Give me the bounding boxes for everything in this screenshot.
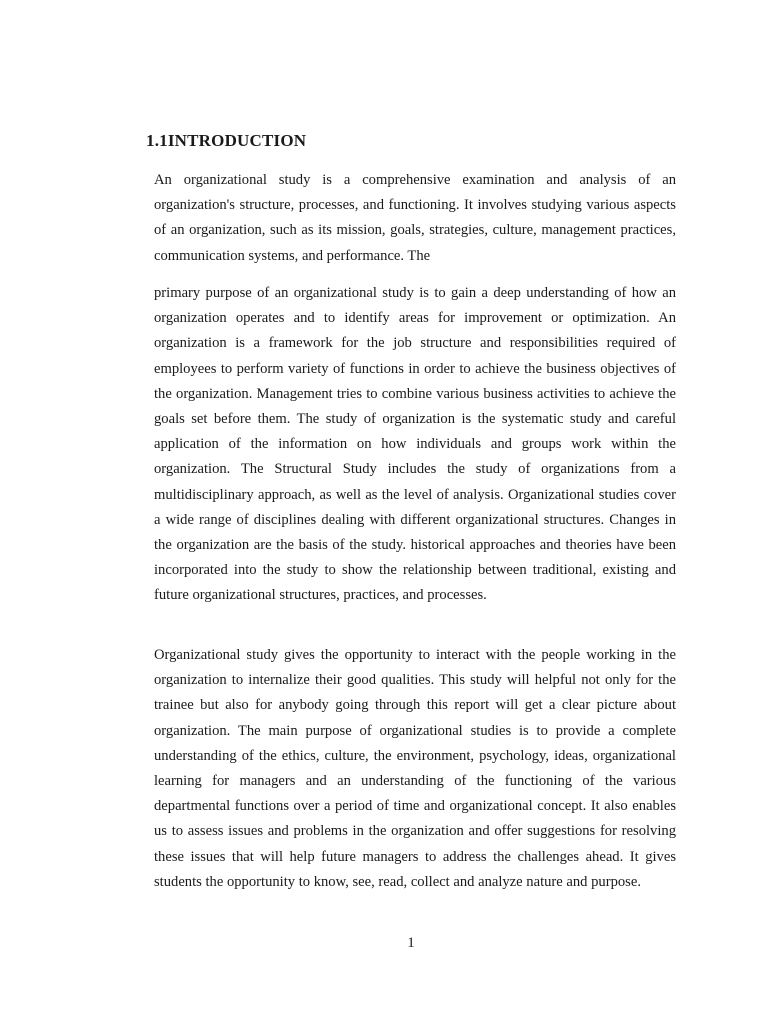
section-heading: 1.1INTRODUCTION [146, 131, 307, 150]
paragraph-intro: An organizational study is a comprehensive examination and analysis of an organization's structure, processes, and functioning. It involves studying various aspects of an organization, such as its mission, goals, strategies, culture, management practices, communication systems, and performance. The [154, 172, 676, 264]
paragraph-purpose: primary purpose of an organizational study is to gain a deep understanding of how an organization operates and to identify areas for improvement or optimization. An organization is a framework for the job structure and responsibilities required of employees to perform variety of functions in order to achieve the business objectives of the organization. Management tries to combine various business activities to achieve the goals set before them. The study of organization is the systematic study and careful application of the information on how individuals and groups work within the organization. The Structural Study includes the study of organizations from a multidisciplinary approach, as well as the level of analysis. Organizational studies cover a wide range of disciplines dealing with different organizational structures. Changes in the organization are the basis of the study. historical approaches and theories have been incorporated into the study to show the relationship between traditional, existing and future organizational structures, practices, and processes. [154, 285, 676, 604]
page-number: 1 [407, 935, 415, 951]
paragraph-opportunity: Organizational study gives the opportunity to interact with the people working in the organization to internalize their good qualities. This study will helpful not only for the trainee but also for anybody going through this report will get a clear picture about organization. The main purpose of organizational studies is to provide a complete understanding of the ethics, culture, the environment, psychology, ideas, organizational learning for managers and an understanding of the functioning of the various departmental functions over a period of time and organizational concept. It also enables us to assess issues and problems in the organization and offer suggestions for resolving these issues that will help future managers to address the challenges ahead. It gives students the opportunity to know, see, read, collect and analyze nature and purpose. [154, 647, 676, 890]
